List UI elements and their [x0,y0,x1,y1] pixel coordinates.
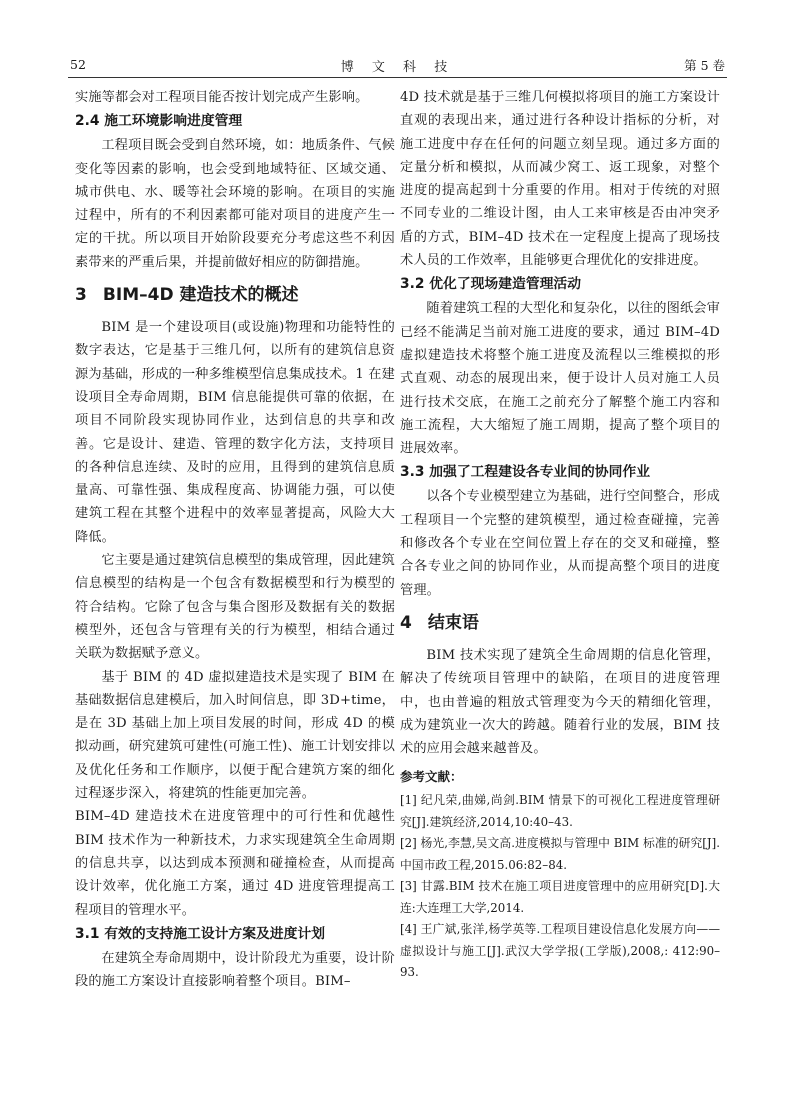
section-4-title: 结束语 [427,612,479,633]
reference-item: [4] 王广斌,张洋,杨学英等.工程项目建设信息化发展方向——虚拟设计与施工[J].武汉大学学报(工学版),2008,: 412:90–93. [400,922,720,980]
paragraph-continued-right: 4D 技术就是基于三维几何模拟将项目的施工方案设计直观的表现出来，通过进行各种设计指标的分析，对施工进度中存在任何的问题立刻呈现。通过多方面的定量分析和模拟，从而减少窝工、返工现象，对整个进度的提高起到十分重要的作用。相对于传统的对照不同专业的二维设计图，由人工来审核是否由冲突矛盾的方式，BIM–4D 技术在一定程度上提高了现场技术人员的工作效率，且能够更合理优化的安排进度。 [400,90,720,269]
section-2-4-heading: 2.4 施工环境影响进度管理 [75,113,243,130]
section-3-title: BIM–4D 建造技术的概述 [102,285,299,306]
journal-title: 博 文 科 技 [340,60,455,75]
page-number: 52 [70,57,86,72]
section-4-number: 4 [400,612,412,633]
section-3-number: 3 [75,285,87,306]
left-column [75,86,395,993]
section-3-heading [75,280,395,310]
reference-item: [3] 甘露.BIM 技术在施工项目进度管理中的应用研究[D].大连:大连理工大学,2014. [400,879,720,915]
reference-item: [1] 纪凡荣,曲娣,尚剑.BIM 情景下的可视化工程进度管理研究[J].建筑经济,2014,10:40–43. [400,793,720,829]
section-3-paragraph-3: 基于 BIM 的 4D 虚拟建造技术是实现了 BIM 在基础数据信息建模后，加入时间信息，即 3D+time，是在 3D 基础上加上项目发展的时间，形成 4D 的模拟动画，研究建筑可建性(可施工性)、施工计划安排以及优化任务和工作顺序，以便于配合建筑方案的细化过程逐步深入，将建筑的性能更加完善。 [75,669,395,802]
section-4-heading [400,608,720,638]
section-3-2-paragraph: 随着建筑工程的大型化和复杂化，以往的图纸会审已经不能满足当前对施工进度的要求，通过 BIM–4D 虚拟建造技术将整个施工进度及流程以三维模拟的形式直观、动态的展现出来，便于设计人员对施工人员进行技术交底，在施工之前充分了解整个施工内容和施工流程，大大缩短了施工周期，提高了整个项目的进展效率。 [400,301,720,457]
section-3-2-heading: 3.2 优化了现场建造管理活动 [400,276,582,293]
section-3-paragraph-2: 它主要是通过建筑信息模型的集成管理，因此建筑信息模型的结构是一个包含有数据模型和行为模型的符合结构。它除了包含与集合图形及数据有关的数据模型外，还包含与管理有关的行为模型，相结合通过关联为数据赋予意义。 [75,553,395,662]
reference-item: [2] 杨光,李慧,吴文高.进度模拟与管理中 BIM 标准的研究[J].中国市政工程,2015.06:82–84. [400,836,720,872]
section-2-4-paragraph: 工程项目既会受到自然环境，如：地质条件、气候变化等因素的影响，也会受到地域特征、区域交通、城市供电、水、暖等社会环境的影响。在项目的实施过程中，所有的不利因素都可能对项目的进度产生一定的干扰。所以项目开始阶段要充分考虑这些不利因素带来的严重后果，并提前做好相应的防御措施。 [75,138,395,270]
right-column [400,86,720,984]
section-3-3-heading: 3.3 加强了工程建设各专业间的协同作业 [400,464,650,481]
section-3-paragraph-1: BIM 是一个建设项目(或设施)物理和功能特性的数字表达，它是基于三维几何，以所有的建筑信息资源为基础，形成的一种多维模型信息集成技术。1 在建设项目全寿命周期，BIM 信息能提供可靠的依据，在项目不同阶段实现协同作业，达到信息的共享和改善。它是设计、建造、管理的数字化方法，支持项目的各种信息连续、及时的应用，且得到的建筑信息质量高、可靠性强、集成程度高、协调能力强，可以使建筑工程在其整个进程中的效率显著提高，风险大大降低。 [75,320,395,545]
section-4-paragraph: BIM 技术实现了建筑全生命周期的信息化管理，解决了传统项目管理中的缺陷，在项目的进度管理中，也由普遍的粗放式管理变为今天的精细化管理，成为建筑业一次大的跨越。随着行业的发展，BIM 技术的应用会越来越普及。 [400,647,720,757]
section-3-1-paragraph: 在建筑全寿命周期中，设计阶段尤为重要，设计阶段的施工方案设计直接影响着整个项目。BIM– [75,950,395,990]
references-heading: 参考文献： [400,769,463,785]
paragraph-continued: 实施等都会对工程项目能否按计划完成产生影响。 [75,90,369,105]
section-3-1-heading: 3.1 有效的支持施工设计方案及进度计划 [75,925,325,942]
page-header [68,55,727,78]
section-3-paragraph-4: BIM–4D 建造技术在进度管理中的可行性和优越性 BIM 技术作为一种新技术，力求实现建筑全生命周期的信息共享，以达到成本预测和碰撞检查，从而提高设计效率，优化施工方案，通过 4D 进度管理提高工程项目的管理水平。 [75,809,395,918]
section-3-3-paragraph: 以各个专业模型建立为基础，进行空间整合，形成工程项目一个完整的建筑模型，通过检查碰撞，完善和修改各个专业在空间位置上存在的交叉和碰撞，整合各专业之间的协同作业，从而提高整个项目的进度管理。 [400,489,720,598]
volume-label: 第 5 卷 [684,58,725,73]
